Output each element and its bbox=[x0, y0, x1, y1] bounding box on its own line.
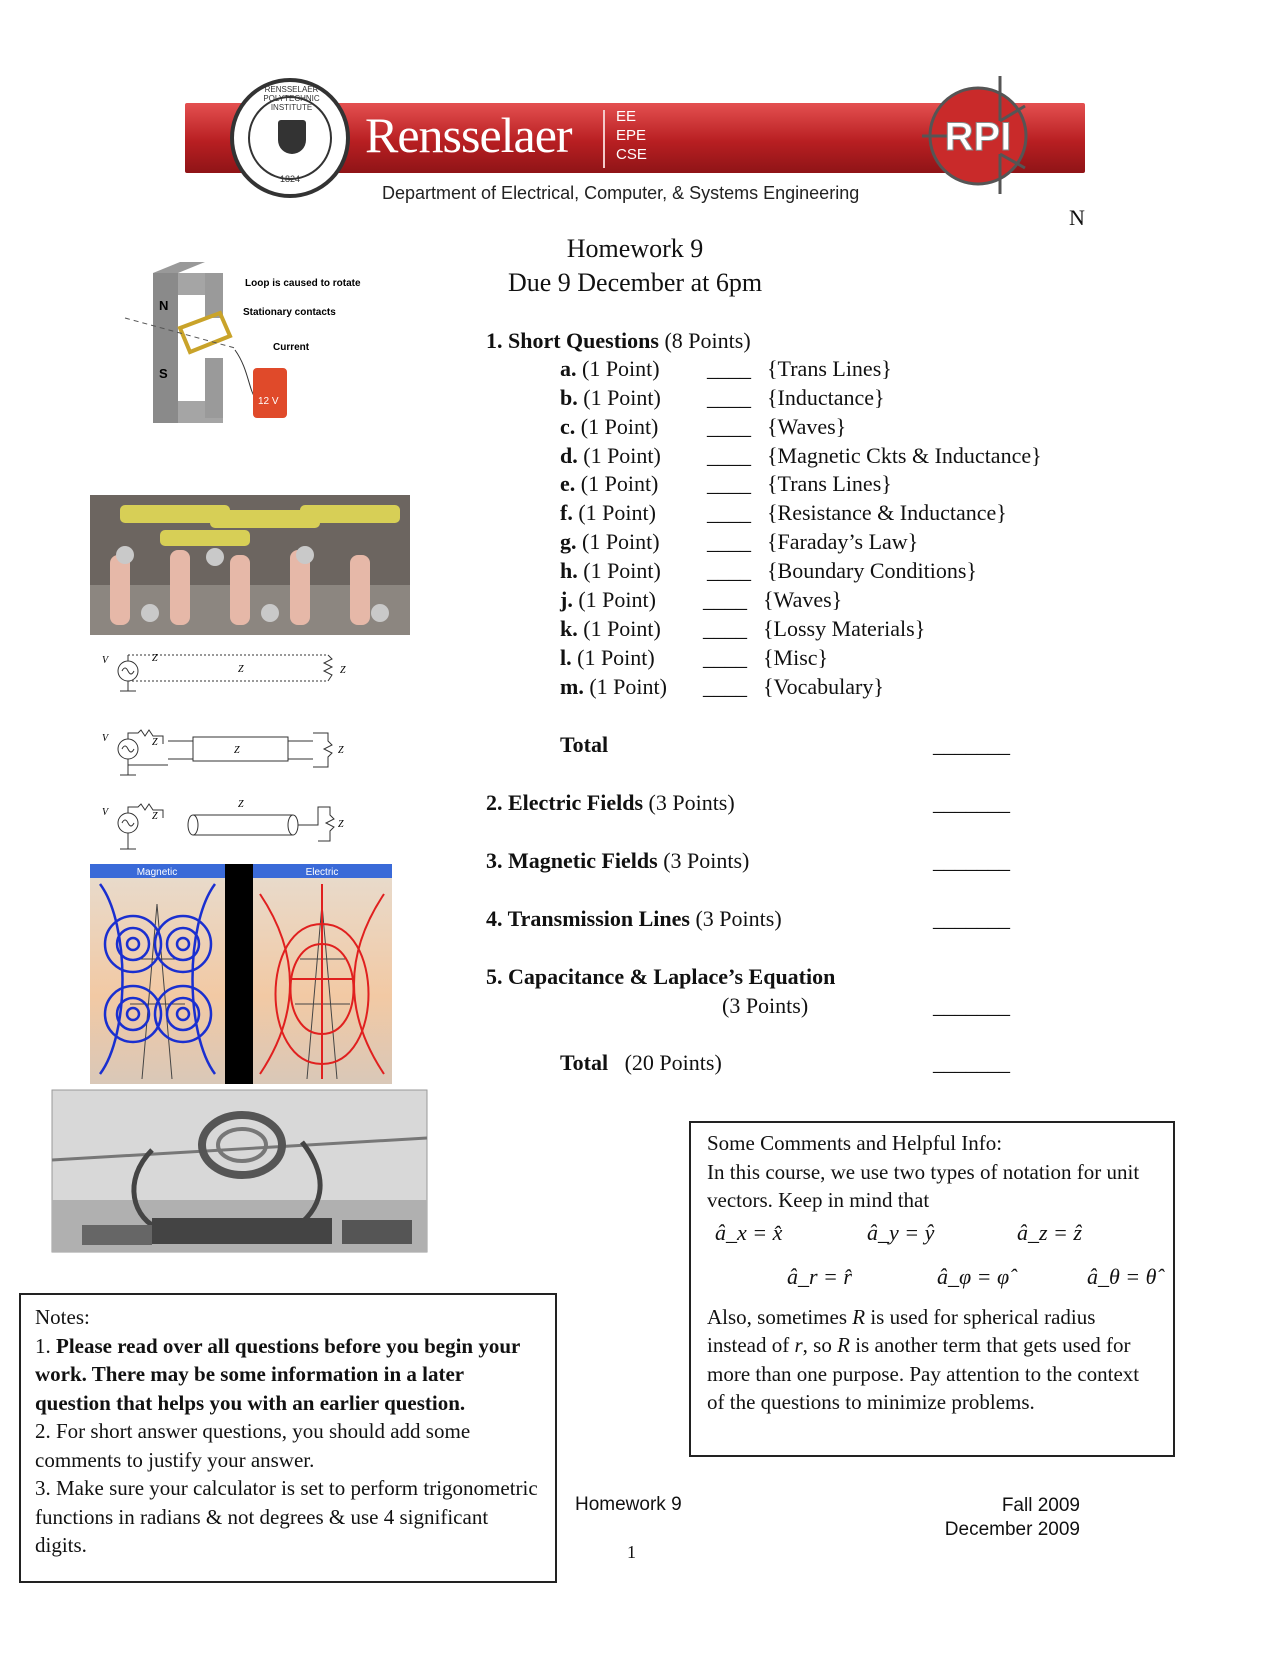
label-loop: Loop is caused to rotate bbox=[245, 278, 361, 289]
question-topic: {Lossy Materials} bbox=[763, 616, 926, 641]
question-topic: {Trans Lines} bbox=[767, 471, 892, 496]
notes-heading: Notes: bbox=[35, 1305, 90, 1329]
toroid-coil-photo bbox=[52, 1090, 427, 1252]
section-transmission-lines: 4. Transmission Lines (3 Points) bbox=[486, 906, 782, 931]
comments-body: Also, sometimes R is used for spherical radius instead of r, so R is another term that gets used for more than one purpose. Pay attention to the context of the questions to minimize problems. bbox=[707, 1304, 1140, 1414]
short-questions-total-label: Total bbox=[560, 732, 609, 757]
brand-name: Rensselaer bbox=[365, 107, 572, 163]
answer-blank[interactable]: ____ bbox=[707, 443, 751, 468]
brand-divider bbox=[603, 110, 605, 168]
question-topic: {Resistance & Inductance} bbox=[767, 500, 1007, 525]
footer-title: Homework 9 bbox=[575, 1494, 682, 1515]
answer-blank[interactable]: ____ bbox=[703, 587, 747, 612]
homework-title bbox=[470, 232, 800, 300]
zl-label: Z bbox=[338, 819, 344, 830]
question-topic: {Misc} bbox=[763, 645, 829, 670]
comments-intro: In this course, we use two types of notation for unit vectors. Keep in mind that bbox=[707, 1159, 1140, 1212]
list-item: a. (1 Point) bbox=[560, 356, 660, 381]
interconnect-photo bbox=[90, 495, 410, 635]
tline-circuit-3 bbox=[98, 795, 368, 860]
section-magnetic-fields: 3. Magnetic Fields (3 Points) bbox=[486, 848, 750, 873]
answer-blank[interactable]: ____ bbox=[707, 471, 751, 496]
equation: â_θ = θ̂ bbox=[1087, 1263, 1157, 1289]
magnetic-label: Magnetic bbox=[136, 867, 178, 878]
title-line-1: Homework 9 bbox=[566, 234, 704, 263]
answer-blank[interactable]: ____ bbox=[707, 414, 751, 439]
seal-name: RENSSELAER POLYTECHNIC INSTITUTE bbox=[263, 85, 320, 112]
comments-box bbox=[689, 1121, 1175, 1457]
rpi-logo-text: RPI bbox=[944, 115, 1012, 159]
section-score-blank[interactable]: _______ bbox=[933, 790, 1010, 815]
answer-blank[interactable]: ____ bbox=[707, 385, 751, 410]
rpi-logo bbox=[920, 76, 1040, 196]
answer-blank[interactable]: ____ bbox=[707, 356, 751, 381]
program-epe: EPE bbox=[616, 127, 647, 144]
answer-blank[interactable]: ____ bbox=[703, 616, 747, 641]
notes-box bbox=[19, 1293, 557, 1583]
footer-date: Fall 2009 December 2009 bbox=[944, 1495, 1080, 1540]
zs-label: Z bbox=[152, 737, 158, 748]
equation: â_z = ẑ bbox=[1017, 1219, 1082, 1245]
label-current: Current bbox=[273, 342, 310, 353]
grand-total: Total (20 Points) bbox=[560, 1050, 722, 1075]
pole-s-label: S bbox=[159, 366, 168, 381]
tline-circuit-1 bbox=[98, 647, 368, 717]
dc-motor-figure bbox=[125, 258, 361, 438]
question-topic: {Waves} bbox=[767, 414, 847, 439]
unit-vector-equations bbox=[707, 1215, 1157, 1303]
list-item: m. (1 Point) bbox=[560, 674, 667, 699]
vs-label: V bbox=[102, 655, 109, 666]
tline-circuit-2 bbox=[98, 725, 368, 790]
grand-total-blank[interactable]: _______ bbox=[933, 1050, 1010, 1075]
note-2: 2. For short answer questions, you should add some comments to justify your answer. bbox=[35, 1419, 471, 1472]
corner-mark: N bbox=[1069, 205, 1085, 230]
list-item: d. (1 Point) bbox=[560, 443, 661, 468]
answer-blank[interactable]: ____ bbox=[707, 558, 751, 583]
short-questions-heading bbox=[486, 328, 751, 354]
list-item: g. (1 Point) bbox=[560, 529, 660, 554]
z0-label: Z bbox=[238, 799, 244, 810]
equation: â_x = x̂ bbox=[715, 1219, 783, 1245]
electric-label: Electric bbox=[305, 867, 339, 878]
answer-blank[interactable]: ____ bbox=[703, 674, 747, 699]
answer-blank[interactable]: ____ bbox=[707, 529, 751, 554]
seal-year: 1824 bbox=[279, 174, 301, 184]
zs-label: Z bbox=[152, 653, 158, 664]
question-topic: {Inductance} bbox=[767, 385, 885, 410]
title-line-2: Due 9 December at 6pm bbox=[507, 268, 763, 297]
shield-icon bbox=[278, 120, 306, 154]
question-topic: {Vocabulary} bbox=[763, 674, 884, 699]
list-item: c. (1 Point) bbox=[560, 414, 659, 439]
list-item: h. (1 Point) bbox=[560, 558, 661, 583]
program-cse: CSE bbox=[616, 146, 647, 163]
section-capacitance: 5. Capacitance & Laplace’s Equation bbox=[486, 964, 836, 989]
question-topic: {Magnetic Ckts & Inductance} bbox=[767, 443, 1042, 468]
zs-label: Z bbox=[152, 811, 158, 822]
label-contacts: Stationary contacts bbox=[243, 307, 336, 318]
answer-blank[interactable]: ____ bbox=[707, 500, 751, 525]
pole-n-label: N bbox=[159, 298, 169, 313]
department-name: Department of Electrical, Computer, & Systems Engineering bbox=[382, 183, 860, 203]
list-item: b. (1 Point) bbox=[560, 385, 661, 410]
note-1: 1. Please read over all questions before you begin your work. There may be some information in a later question that helps you with an earlier question. bbox=[35, 1333, 520, 1415]
short-questions-total-blank[interactable]: _______ bbox=[933, 732, 1010, 757]
page-number: 1 bbox=[627, 1542, 636, 1562]
list-item: j. (1 Point) bbox=[560, 587, 656, 612]
rensselaer-seal-logo bbox=[230, 78, 350, 198]
comments-heading: Some Comments and Helpful Info: bbox=[707, 1131, 1003, 1155]
list-item: f. (1 Point) bbox=[560, 500, 656, 525]
answer-blank[interactable]: ____ bbox=[703, 645, 747, 670]
section-score-blank[interactable]: _______ bbox=[933, 993, 1010, 1018]
short-questions-title: 1. Short Questions bbox=[486, 328, 659, 353]
list-item: l. (1 Point) bbox=[560, 645, 655, 670]
note-3: 3. Make sure your calculator is set to perform trigonometric functions in radians & not degrees & use 4 significant digits. bbox=[35, 1476, 538, 1557]
power-line-fields-figure bbox=[90, 864, 392, 1084]
vs-label: V bbox=[102, 733, 109, 744]
list-item: e. (1 Point) bbox=[560, 471, 659, 496]
question-topic: {Boundary Conditions} bbox=[767, 558, 977, 583]
question-topic: {Faraday’s Law} bbox=[767, 529, 919, 554]
z0-label: Z bbox=[238, 664, 244, 675]
list-item: k. (1 Point) bbox=[560, 616, 661, 641]
question-topic: {Trans Lines} bbox=[767, 356, 892, 381]
question-topic: {Waves} bbox=[763, 587, 843, 612]
zl-label: Z bbox=[340, 665, 346, 676]
equation: â_y = ŷ bbox=[867, 1219, 935, 1245]
equation: â_φ = φ̂ bbox=[937, 1263, 1010, 1289]
section-electric-fields: 2. Electric Fields (3 Points) bbox=[486, 790, 735, 815]
section-score-blank[interactable]: _______ bbox=[933, 906, 1010, 931]
section-capacitance-points: (3 Points) bbox=[722, 993, 809, 1018]
zl-label: Z bbox=[338, 745, 344, 756]
battery-label: 12 V bbox=[258, 396, 279, 407]
z0-label: Z bbox=[234, 745, 240, 756]
short-questions-points: (8 Points) bbox=[664, 328, 751, 353]
vs-label: V bbox=[102, 807, 109, 818]
section-score-blank[interactable]: _______ bbox=[933, 848, 1010, 873]
program-ee: EE bbox=[616, 108, 637, 125]
equation: â_r = r̂ bbox=[787, 1263, 852, 1289]
